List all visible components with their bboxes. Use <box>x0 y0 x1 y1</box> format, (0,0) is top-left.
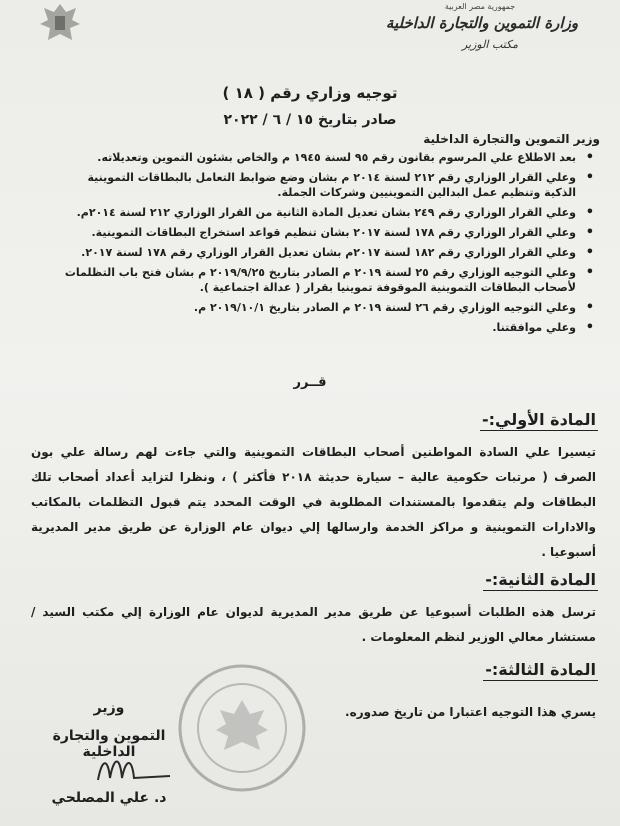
preamble-item: • بعد الاطلاع علي المرسوم بقانون رقم ٩٥ لسنة ١٩٤٥ م والخاص بشئون التموين وتعديلاته. <box>56 150 596 165</box>
ministry-top-line: جمهورية مصر العربية <box>444 2 516 11</box>
preamble-item: • وعلي القرار الوزاري رقم ١٧٨ لسنة ٢٠١٧ بشان تنظيم قواعد استخراج البطاقات التموينية. <box>56 225 596 240</box>
article-1-body: تيسيرا علي السادة المواطنين أصحاب البطاقات التموينية والتي جاءت لهم رسالة علي بون الصرف ( مرتبات حكومية عالية – سيارة حديثة ٢٠١٨ فأكثر ) ، ونظرا لتزايد أعداد أصحاب تلك البطاقات ولم يتقدموا بالمستندات المطلوبة في الوقت المحدد يتم قبول التظلمات بالمكاتب والادارات التموينية و مراكز الخدمة وارسالها إلي ديوان عام الوزارة عن طريق مدير المديرية أسبوعيا . <box>31 445 596 559</box>
signature-title-line2: التموين والتجارة الداخلية <box>52 728 166 760</box>
article-2-heading: المادة الثانية:- <box>485 570 596 589</box>
article-3-heading: المادة الثالثة:- <box>485 660 596 679</box>
signature-title-line1: وزير <box>93 700 125 716</box>
article-1-heading: المادة الأولي:- <box>481 410 596 429</box>
ministry-seal-stamp <box>172 658 312 798</box>
preamble-item: • وعلي موافقتنا. <box>56 320 596 335</box>
preamble-item: • وعلي التوجيه الوزاري رقم ٢٥ لسنة ٢٠١٩ م الصادر بتاريخ ٢٠١٩/٩/٢٥ م بشان فتح باب التظلمات لأصحاب البطاقات التموينية الموقوفة تموينيا بقرار ( عدالة اجتماعية ). <box>56 265 596 295</box>
signature-name: د. علي المصلحي <box>51 790 167 806</box>
preamble-item: • وعلي القرار الوزاري رقم ١٨٢ لسنة ٢٠١٧م بشان تعديل القرار الوزاري رقم ١٧٨ لسنة ٢٠١٧. <box>56 245 596 260</box>
minister-office: مكتب الوزير <box>461 38 519 51</box>
preamble-item: • وعلي التوجيه الوزاري رقم ٢٦ لسنة ٢٠١٩ م الصادر بتاريخ ٢٠١٩/١٠/١ م. <box>56 300 596 315</box>
issue-date: صادر بتاريخ ١٥ / ٦ / ٢٠٢٢ <box>223 112 397 128</box>
preamble-list <box>56 150 596 340</box>
directive-title: توجيه وزاري رقم ( ١٨ ) <box>222 84 398 102</box>
handwritten-signature <box>90 752 180 788</box>
ministry-name: وزارة التموين والتجارة الداخلية <box>385 14 579 32</box>
article-2-body: ترسل هذه الطلبات أسبوعيا عن طريق مدير المديرية لديوان عام الوزارة إلي مكتب السيد / مستشار معالي الوزير لنظم المعلومات . <box>31 605 596 644</box>
decision-heading: قــرر <box>293 375 327 390</box>
minister-line: وزير التموين والتجارة الداخلية <box>423 132 600 146</box>
preamble-item: • وعلي القرار الوزاري رقم ٢٤٩ بشان تعديل المادة الثانية من القرار الوزاري ٢١٢ لسنة ٢٠١٤م. <box>56 205 596 220</box>
coat-of-arms-emblem <box>36 0 84 46</box>
article-3-body: يسري هذا التوجيه اعتبارا من تاريخ صدوره. <box>345 705 596 719</box>
preamble-item: • وعلي القرار الوزاري رقم ٢١٢ لسنة ٢٠١٤ م بشان وضع ضوابط التعامل بالبطاقات التموينية الذكية وتنظيم عمل البدالين التموينيين وشركات الجملة. <box>56 170 596 200</box>
